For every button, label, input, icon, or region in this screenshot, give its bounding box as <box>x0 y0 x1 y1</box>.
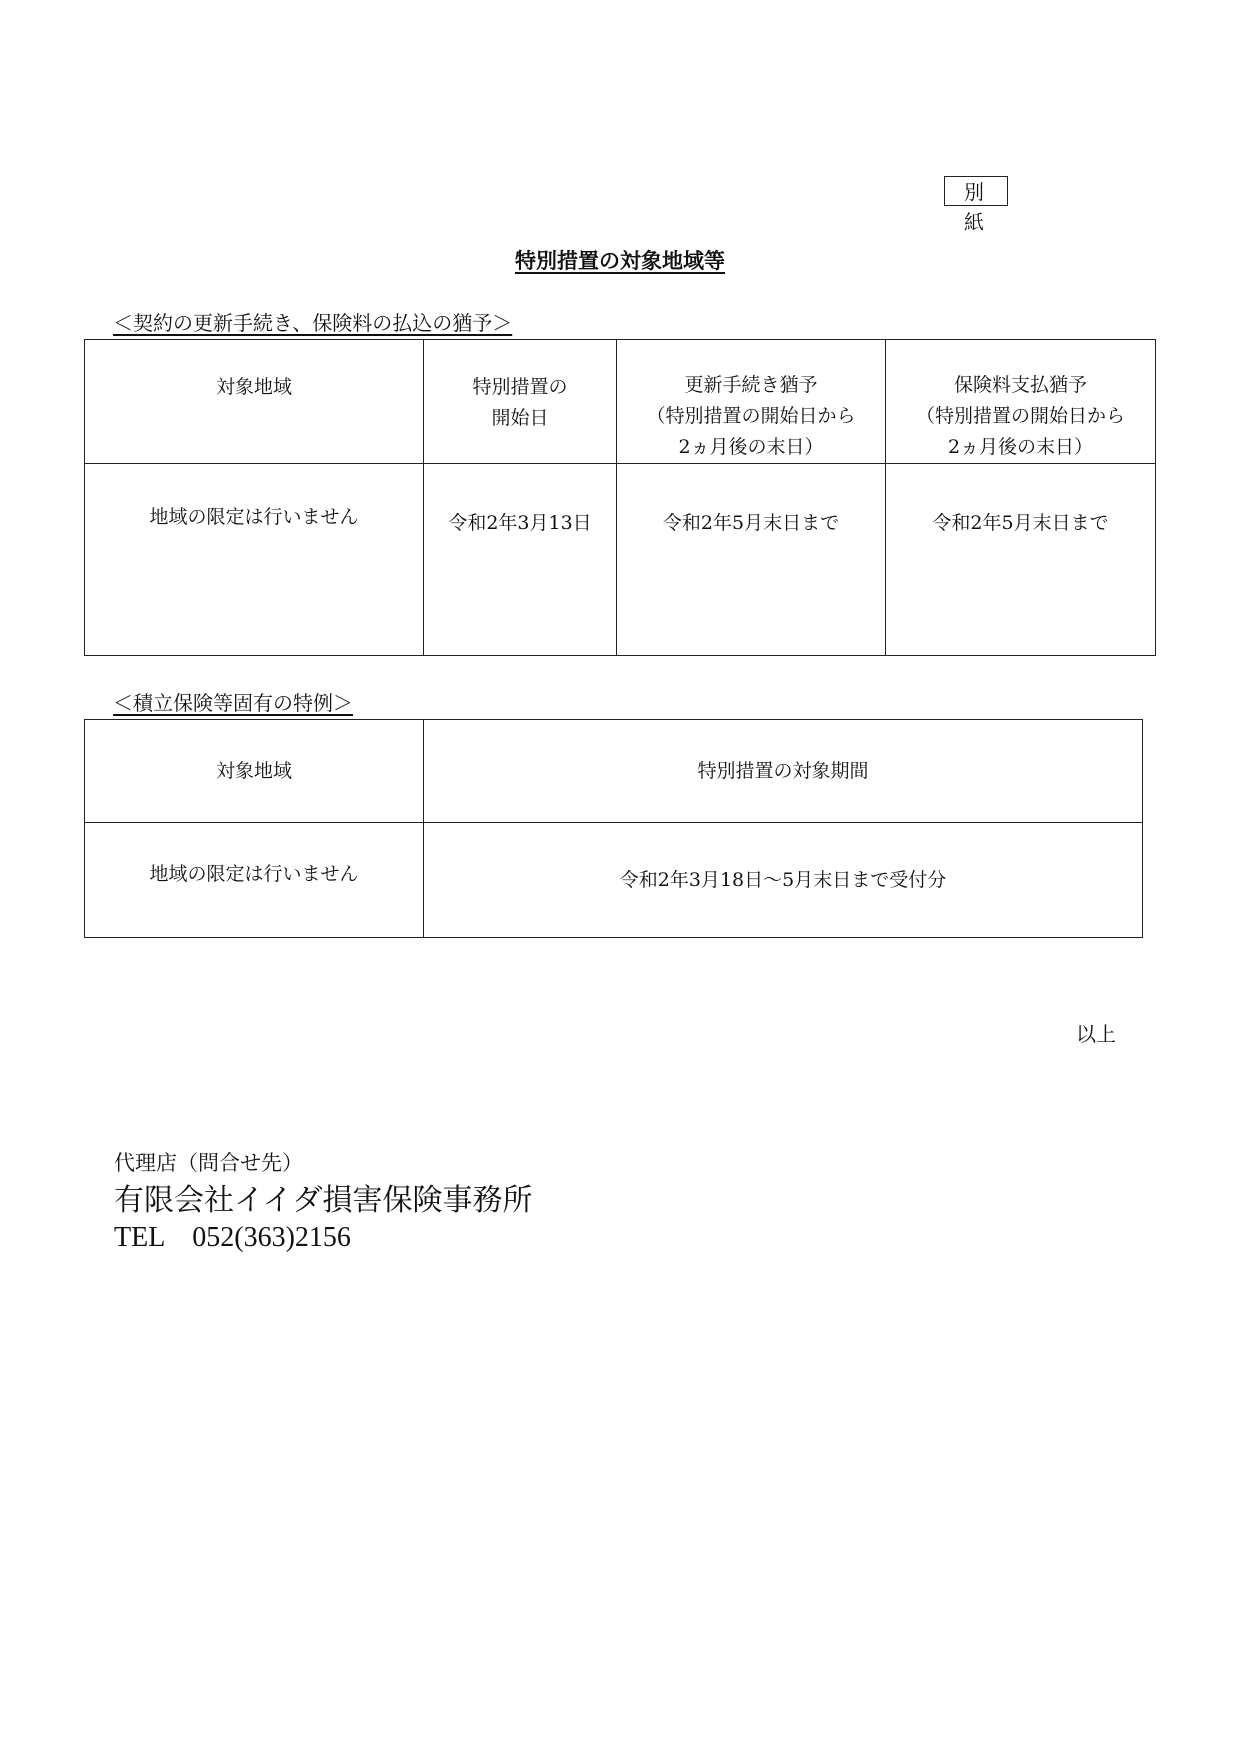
deferral-table-row <box>85 464 1156 656</box>
cell-renewal-grace: 令和2年5月末日まで <box>617 464 886 656</box>
header-start-date <box>424 340 617 464</box>
closing-text: 以上 <box>1076 1022 1116 1046</box>
header-target-region <box>85 340 424 464</box>
special-provision-header-row <box>85 720 1143 823</box>
header-payment-grace <box>886 340 1156 464</box>
cell-start-date: 令和2年3月13日 <box>424 464 617 656</box>
deferral-table-header-row <box>85 340 1156 464</box>
agency-phone: TEL 052(363)2156 <box>114 1222 351 1253</box>
section2-heading: ＜積立保険等固有の特例＞ <box>113 691 353 715</box>
cell-payment-grace: 令和2年5月末日まで <box>886 464 1156 656</box>
header-line: （特別措置の開始日から <box>646 405 856 427</box>
special-provision-row <box>85 823 1143 938</box>
section1-heading: ＜契約の更新手続き、保険料の払込の猶予＞ <box>113 311 513 335</box>
header-renewal-grace <box>617 340 886 464</box>
cell-region: 地域の限定は行いません <box>85 464 424 656</box>
cell-period: 令和2年3月18日～5月末日まで受付分 <box>424 823 1143 938</box>
header-line: 2ヵ月後の末日） <box>947 436 1094 458</box>
header-target-region: 対象地域 <box>85 720 424 823</box>
cell-region: 地域の限定は行いません <box>85 823 424 938</box>
header-line: 更新手続き猶予 <box>684 374 818 396</box>
document-title <box>0 245 1240 275</box>
agency-name: 有限会社イイダ損害保険事務所 <box>114 1183 533 1218</box>
header-line: 特別措置の <box>472 376 568 398</box>
header-line: 2ヵ月後の末日） <box>678 436 824 458</box>
header-line: 開始日 <box>491 407 549 429</box>
special-provision-table <box>84 719 1143 938</box>
header-line: （特別措置の開始日から <box>915 405 1125 427</box>
document-title-text: 特別措置の対象地域等 <box>515 249 725 273</box>
header-line: 保険料支払猶予 <box>953 374 1087 396</box>
header-line: 対象地域 <box>215 376 292 398</box>
deferral-table <box>84 339 1156 656</box>
header-target-period: 特別措置の対象期間 <box>424 720 1143 823</box>
agency-label: 代理店（問合せ先） <box>114 1151 303 1175</box>
attachment-label: 別紙 <box>944 176 1008 206</box>
